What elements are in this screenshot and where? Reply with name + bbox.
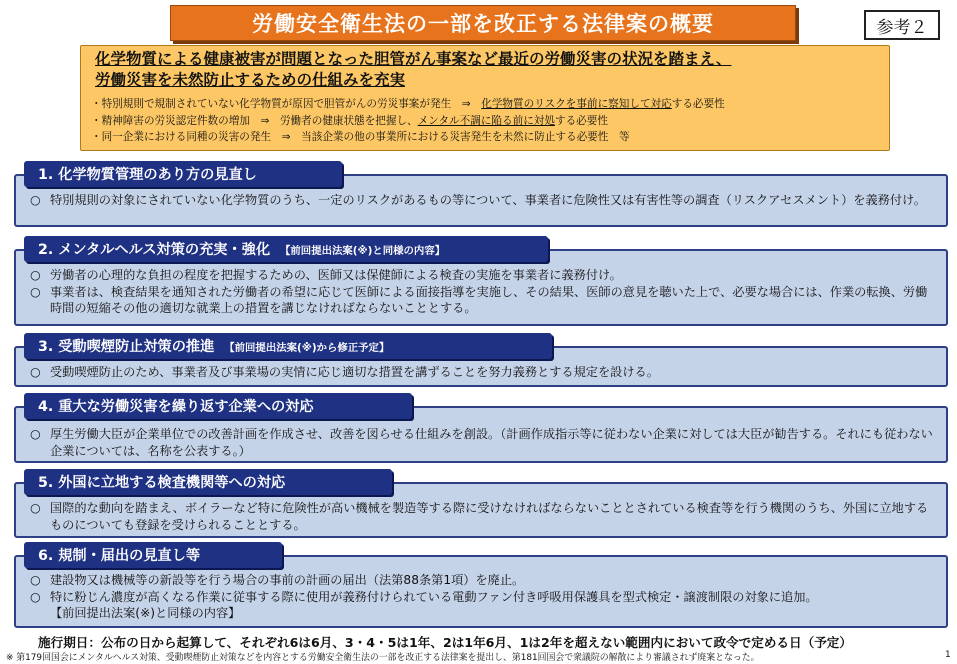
bullet-2-emphasis: メンタル不調に陥る前に対処 xyxy=(417,114,555,127)
bullet-2-text: ・精神障害の労災認定件数の増加 ⇒ 労働者の健康状態を把握し、 xyxy=(91,114,418,127)
page-number: 1 xyxy=(945,650,951,660)
item-text: 事業者は、検査結果を通知された労働者の希望に応じて医師による面接指導を実施し、その結果、医師の意見を聴いた上で、必要な場合には、作業の転換、労働時間の短縮その他の適切な就業上の措置を講じなければならないこととする。 xyxy=(50,284,928,315)
section-6 xyxy=(14,542,948,628)
bullet-mark: ○ xyxy=(30,268,41,282)
summary-box xyxy=(80,45,890,151)
summary-heading-line-1: 化学物質による健康被害が問題となった胆管がん事案など最近の労働災害の状況を踏まえ、 xyxy=(95,50,732,68)
section-1-title: 1. 化学物質管理のあり方の見直し xyxy=(38,167,257,183)
section-4-tab xyxy=(24,393,412,419)
summary-bullet-2 xyxy=(91,113,725,130)
bullet-mark: ○ xyxy=(30,589,41,604)
bullet-mark: ○ xyxy=(30,284,41,299)
section-5 xyxy=(14,469,948,538)
section-2 xyxy=(14,236,948,326)
summary-bullet-1 xyxy=(91,96,725,113)
bullet-2-tail: する必要性 xyxy=(554,114,608,127)
bullet-1-tail: する必要性 xyxy=(671,98,725,110)
section-1-tab xyxy=(24,161,342,187)
section-3-item-1 xyxy=(30,364,936,381)
section-5-tab xyxy=(24,469,392,495)
item-text: 厚生労働大臣が企業単位での改善計画を作成させ、改善を図らせる仕組みを創設。（計画作成指示等に従わない企業に対しては大臣が勧告する。それにも従わない企業については、名称を公表する。） xyxy=(50,427,933,458)
section-2-item-2 xyxy=(30,284,936,317)
section-5-item-1 xyxy=(30,500,936,533)
reference-label: 参考２ xyxy=(864,10,940,40)
section-6-item-2 xyxy=(30,589,936,606)
item-text: 特に粉じん濃度が高くなる作業に従事する際に使用が義務付けられている電動ファン付き呼吸用保護具を型式検定・譲渡制限の対象に追加。 xyxy=(50,589,818,604)
bullet-1-text: ・特別規則で規制されていない化学物質が原因で胆管がんの労災事案が発生 ⇒ xyxy=(91,98,482,110)
item-text: 建設物又は機械等の新設等を行う場合の事前の計画の届出（法第88条第1項）を廃止。 xyxy=(50,573,525,587)
section-2-title: 2. メンタルヘルス対策の充実・強化 xyxy=(38,242,271,258)
section-3-subtitle: 【前回提出法案(※)から修正予定】 xyxy=(224,341,390,354)
section-6-item-1 xyxy=(30,572,936,589)
section-2-item-1 xyxy=(30,267,936,284)
section-4 xyxy=(14,393,948,463)
bullet-mark: ○ xyxy=(30,501,41,515)
summary-heading-line-2: 労働災害を未然防止するための仕組みを充実 xyxy=(95,71,406,89)
bullet-mark: ○ xyxy=(30,193,41,207)
section-3 xyxy=(14,333,948,387)
bullet-1-emphasis: 化学物質のリスクを事前に察知して対応 xyxy=(481,98,672,110)
bullet-mark: ○ xyxy=(30,427,41,441)
item-text: 国際的な動向を踏まえ、ボイラーなど特に危険性が高い機械を製造等する際に受けなければならないこととされている検査等を行う機関のうち、外国に立地するものについても登録を受けられることとする。 xyxy=(50,501,929,532)
summary-bullets xyxy=(91,96,725,146)
section-6-title: 6. 規制・届出の見直し等 xyxy=(38,548,201,564)
section-6-note: 【前回提出法案(※)と同様の内容】 xyxy=(50,606,241,620)
section-1 xyxy=(14,161,948,227)
page-title: 労働安全衛生法の一部を改正する法律案の概要 xyxy=(252,12,714,36)
section-6-tab xyxy=(24,542,282,568)
summary-bullet-3: ・同一企業における同種の災害の発生 ⇒ 当該企業の他の事業所における災害発生を未然に防止する必要性 等 xyxy=(91,131,630,143)
section-2-tab xyxy=(24,236,548,262)
title-banner xyxy=(170,5,796,41)
section-5-title: 5. 外国に立地する検査機関等への対応 xyxy=(38,475,286,491)
section-2-subtitle: 【前回提出法案(※)と同様の内容】 xyxy=(280,244,446,257)
section-1-item-1 xyxy=(30,192,936,209)
bullet-mark: ○ xyxy=(30,365,41,379)
summary-heading xyxy=(95,49,885,91)
bullet-mark: ○ xyxy=(30,573,41,587)
section-4-item-1 xyxy=(30,426,936,459)
item-text: 労働者の心理的な負担の程度を把握するための、医師又は保健師による検査の実施を事業者に義務付け。 xyxy=(50,268,622,282)
section-3-tab xyxy=(24,333,552,359)
section-4-title: 4. 重大な労働災害を繰り返す企業への対応 xyxy=(38,399,314,415)
item-text: 特別規則の対象にされていない化学物質のうち、一定のリスクがあるもの等について、事業者に危険性又は有害性等の調査（リスクアセスメント）を義務付け。 xyxy=(50,193,926,207)
item-text: 受動喫煙防止のため、事業者及び事業場の実情に応じ適切な措置を講ずることを努力義務とする規定を設ける。 xyxy=(50,365,659,379)
enforcement-date: 施行期日：公布の日から起算して、それぞれ6は6月、3・4・5は1年、2は1年6月、1は2年を超えない範囲内において政令で定める日（予定） xyxy=(38,635,852,650)
footnote: ※ 第179回国会にメンタルヘルス対策、受動喫煙防止対策などを内容とする労働安全衛生法の一部を改正する法律案を提出し、第181回国会で衆議院の解散により審議されず廃案となった。 xyxy=(6,653,760,663)
section-3-title: 3. 受動喫煙防止対策の推進 xyxy=(38,339,215,355)
